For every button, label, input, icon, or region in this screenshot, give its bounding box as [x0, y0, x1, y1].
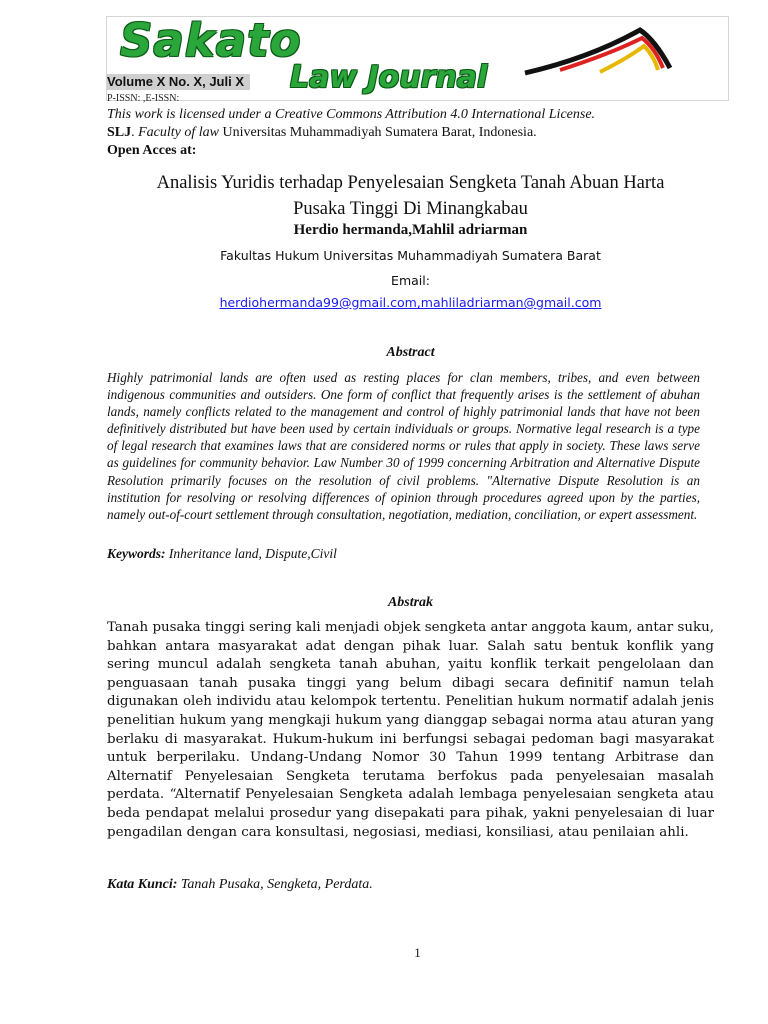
rumah-gadang-roof-icon: [520, 18, 675, 78]
journal-logo-sakato: Sakato: [120, 14, 302, 67]
author-emails-link[interactable]: herdiohermanda99@gmail.com,mahliladriarman@gmail.com: [219, 295, 602, 310]
license-text: This work is licensed under a Creative Commons Attribution 4.0 International License.: [107, 107, 596, 122]
article-authors: Herdio hermanda,Mahlil adriarman: [293, 222, 528, 238]
keywords-line: [107, 546, 337, 562]
title-line-1: Analisis Yuridis terhadap Penyelesaian Sengketa Tanah Abuan Harta: [156, 173, 665, 193]
slj-university: Universitas Muhammadiyah Sumatera Barat, Indonesia.: [222, 125, 537, 140]
abstract-heading: Abstract: [386, 345, 435, 360]
author-affiliation: Fakultas Hukum Universitas Muhammadiyah Sumatera Barat: [220, 248, 601, 263]
abstract-english-text: Highly patrimonial lands are often used as resting places for clan members, tribes, and even between indigenous communities and outsiders. One form of conflict that frequently arises is the settlement of abuhan lands, namely conflicts related to the management and control of highly patrimonial lands that have not been definitively distributed but have been used by certain individuals or groups. Normative legal research is a type of legal research that examines laws that are considered norms or rules that apply in society. These laws serve as guidelines for community behavior. Law Number 30 of 1999 concerning Arbitration and Alternative Dispute Resolution primarily focuses on the resolution of civil problems. "Alternative Dispute Resolution is an institution for resolving or resolving differences of opinion through procedures agreed upon by the parties, namely out-of-court settlement through consultation, negotiation, mediation, conciliation, or expert assessment.: [107, 370, 700, 522]
kata-kunci-values: Tanah Pusaka, Sengketa, Perdata.: [177, 877, 373, 892]
abstrak-heading: Abstrak: [387, 595, 434, 610]
keywords-values: Inheritance land, Dispute,Civil: [165, 546, 337, 561]
title-line-2: Pusaka Tinggi Di Minangkabau: [293, 199, 528, 219]
abstrak-indonesian-text: Tanah pusaka tinggi sering kali menjadi objek sengketa antar anggota kaum, antar suku, bahkan antara masyarakat adat dengan pihak luar. Salah satu bentuk konflik yang sering muncul adalah sengketa tanah abuhan, yaitu konflik terkait pengelolaan dan penguasaan tanah pusaka tinggi yang belum dibagi secara definitif namun telah digunakan oleh individu atau kelompok tertentu. Penelitian hukum normatif adalah jenis penelitian hukum yang mengkaji hukum yang dianggap sebagai norma atau aturan yang berlaku di masyarakat. Hukum-hukum ini berfungsi sebagai pedoman bagi masyarakat untuk berperilaku. Undang-Undang Nomor 30 Tahun 1999 tentang Arbitrase dan Alternatif Penyelesaian Sengketa terutama berfokus pada penyelesaian masalah perdata. “Alternatif Penyelesaian Sengketa adalah lembaga penyelesaian sengketa atau beda pendapat melalui prosedur yang disepakati para pihak, yakni penyelesaian di luar pengadilan dengan cara konsultasi, negosiasi, mediasi, konsiliasi, atau penilaian ahli.: [107, 620, 714, 840]
slj-faculty: Faculty of law: [138, 125, 220, 140]
kata-kunci-label: Kata Kunci:: [107, 877, 178, 892]
journal-logo-law-journal: Law Journal: [290, 60, 488, 95]
email-label: Email:: [391, 273, 430, 288]
keywords-label: Keywords:: [107, 546, 166, 561]
kata-kunci-line: [107, 877, 373, 893]
page-number: 1: [414, 945, 421, 960]
slj-affiliation-line: SLJ. Faculty of law Universitas Muhammadiyah Sumatera Barat, Indonesia.: [107, 125, 537, 140]
open-access-label: Open Acces at:: [107, 143, 197, 158]
issn-line: P-ISSN: ,E-ISSN:: [107, 93, 180, 104]
volume-label: Volume X No. X, Juli X: [107, 74, 250, 90]
article-title: [107, 170, 714, 222]
slj-label: SLJ: [107, 125, 132, 140]
